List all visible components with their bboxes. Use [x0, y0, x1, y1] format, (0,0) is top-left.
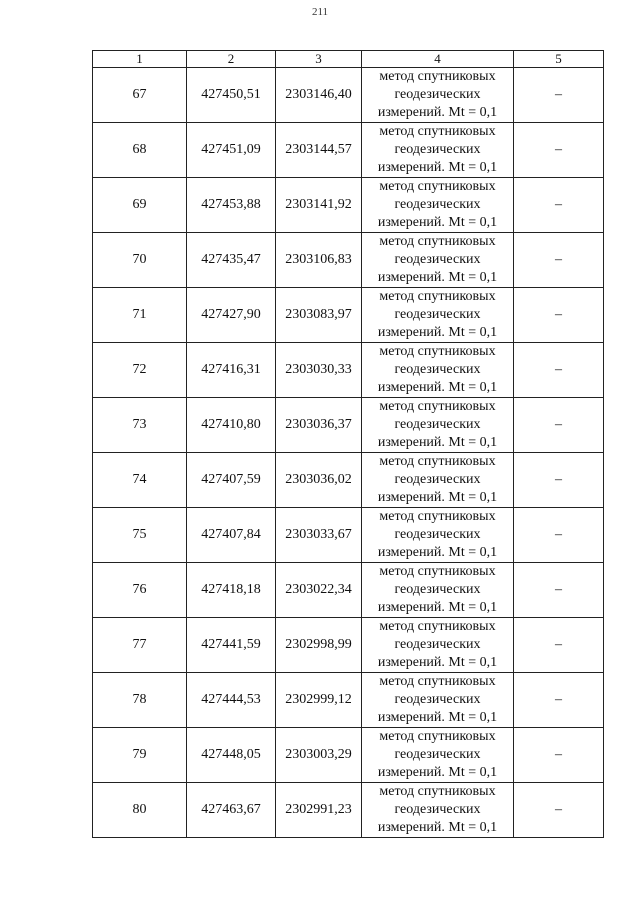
method-cell — [362, 618, 514, 673]
x-coordinate-cell: 427450,51 — [187, 68, 276, 123]
x-coordinate-cell: 427463,67 — [187, 783, 276, 838]
y-coordinate-cell: 2302991,23 — [276, 783, 362, 838]
method-line: метод спутниковых — [379, 564, 496, 579]
method-line: геодезических — [394, 472, 481, 487]
method-cell — [362, 508, 514, 563]
y-coordinate-cell: 2303033,67 — [276, 508, 362, 563]
y-coordinate-cell: 2303036,37 — [276, 398, 362, 453]
note-cell: – — [514, 783, 604, 838]
note-cell: – — [514, 563, 604, 618]
point-number-cell: 74 — [93, 453, 187, 508]
y-coordinate-cell: 2303146,40 — [276, 68, 362, 123]
method-line: геодезических — [394, 197, 481, 212]
method-cell — [362, 288, 514, 343]
table-row — [93, 728, 604, 783]
method-line: геодезических — [394, 252, 481, 267]
table-row — [93, 563, 604, 618]
note-cell: – — [514, 398, 604, 453]
method-cell — [362, 233, 514, 288]
method-line: измерений. Mt = 0,1 — [377, 765, 498, 780]
x-coordinate-cell: 427448,05 — [187, 728, 276, 783]
method-line: измерений. Mt = 0,1 — [377, 655, 498, 670]
y-coordinate-cell: 2303003,29 — [276, 728, 362, 783]
method-line: измерений. Mt = 0,1 — [377, 380, 498, 395]
note-cell: – — [514, 618, 604, 673]
method-line: измерений. Mt = 0,1 — [377, 490, 498, 505]
note-cell: – — [514, 178, 604, 233]
table-body — [93, 68, 604, 838]
method-line: метод спутниковых — [379, 69, 496, 84]
point-number-cell: 77 — [93, 618, 187, 673]
method-cell — [362, 728, 514, 783]
method-line: измерений. Mt = 0,1 — [377, 545, 498, 560]
method-line: метод спутниковых — [379, 289, 496, 304]
x-coordinate-cell: 427435,47 — [187, 233, 276, 288]
column-header: 3 — [276, 51, 362, 68]
method-line: метод спутниковых — [379, 399, 496, 414]
page-number: 211 — [311, 6, 329, 18]
y-coordinate-cell: 2302998,99 — [276, 618, 362, 673]
y-coordinate-cell: 2303022,34 — [276, 563, 362, 618]
method-line: геодезических — [394, 637, 481, 652]
note-cell: – — [514, 453, 604, 508]
x-coordinate-cell: 427441,59 — [187, 618, 276, 673]
method-line: геодезических — [394, 87, 481, 102]
point-number-cell: 72 — [93, 343, 187, 398]
method-line: измерений. Mt = 0,1 — [377, 820, 498, 835]
method-line: измерений. Mt = 0,1 — [377, 710, 498, 725]
method-line: геодезических — [394, 527, 481, 542]
method-cell — [362, 673, 514, 728]
method-line: метод спутниковых — [379, 619, 496, 634]
x-coordinate-cell: 427410,80 — [187, 398, 276, 453]
point-number-cell: 80 — [93, 783, 187, 838]
method-line: измерений. Mt = 0,1 — [377, 600, 498, 615]
column-header: 4 — [362, 51, 514, 68]
method-cell — [362, 453, 514, 508]
method-cell — [362, 123, 514, 178]
column-header: 5 — [514, 51, 604, 68]
note-cell: – — [514, 673, 604, 728]
method-cell — [362, 68, 514, 123]
table-row — [93, 398, 604, 453]
table-row — [93, 233, 604, 288]
method-cell — [362, 178, 514, 233]
method-line: измерений. Mt = 0,1 — [377, 105, 498, 120]
column-header: 2 — [187, 51, 276, 68]
method-line: метод спутниковых — [379, 179, 496, 194]
y-coordinate-cell: 2303141,92 — [276, 178, 362, 233]
method-line: измерений. Mt = 0,1 — [377, 325, 498, 340]
x-coordinate-cell: 427427,90 — [187, 288, 276, 343]
point-number-cell: 70 — [93, 233, 187, 288]
method-line: измерений. Mt = 0,1 — [377, 270, 498, 285]
method-line: геодезических — [394, 692, 481, 707]
table-row — [93, 453, 604, 508]
note-cell: – — [514, 288, 604, 343]
y-coordinate-cell: 2303106,83 — [276, 233, 362, 288]
x-coordinate-cell: 427407,84 — [187, 508, 276, 563]
point-number-cell: 78 — [93, 673, 187, 728]
note-cell: – — [514, 123, 604, 178]
y-coordinate-cell: 2302999,12 — [276, 673, 362, 728]
note-cell: – — [514, 508, 604, 563]
method-line: геодезических — [394, 307, 481, 322]
note-cell: – — [514, 728, 604, 783]
y-coordinate-cell: 2303030,33 — [276, 343, 362, 398]
point-number-cell: 75 — [93, 508, 187, 563]
table-row — [93, 508, 604, 563]
note-cell: – — [514, 343, 604, 398]
header-row — [93, 51, 604, 68]
method-line: измерений. Mt = 0,1 — [377, 435, 498, 450]
y-coordinate-cell: 2303083,97 — [276, 288, 362, 343]
method-line: геодезических — [394, 747, 481, 762]
method-cell — [362, 343, 514, 398]
method-line: метод спутниковых — [379, 509, 496, 524]
method-cell — [362, 398, 514, 453]
method-line: геодезических — [394, 582, 481, 597]
method-line: метод спутниковых — [379, 454, 496, 469]
table-row — [93, 673, 604, 728]
method-line: метод спутниковых — [379, 234, 496, 249]
method-line: метод спутниковых — [379, 124, 496, 139]
method-line: геодезических — [394, 802, 481, 817]
y-coordinate-cell: 2303144,57 — [276, 123, 362, 178]
table-row — [93, 618, 604, 673]
point-number-cell: 73 — [93, 398, 187, 453]
x-coordinate-cell: 427453,88 — [187, 178, 276, 233]
method-cell — [362, 563, 514, 618]
y-coordinate-cell: 2303036,02 — [276, 453, 362, 508]
method-cell — [362, 783, 514, 838]
coordinates-table — [92, 50, 604, 838]
method-line: метод спутниковых — [379, 729, 496, 744]
note-cell: – — [514, 233, 604, 288]
x-coordinate-cell: 427416,31 — [187, 343, 276, 398]
method-line: измерений. Mt = 0,1 — [377, 215, 498, 230]
table-row — [93, 178, 604, 233]
method-line: метод спутниковых — [379, 784, 496, 799]
method-line: геодезических — [394, 417, 481, 432]
table-row — [93, 68, 604, 123]
table-row — [93, 123, 604, 178]
method-line: геодезических — [394, 362, 481, 377]
point-number-cell: 67 — [93, 68, 187, 123]
point-number-cell: 76 — [93, 563, 187, 618]
x-coordinate-cell: 427444,53 — [187, 673, 276, 728]
method-line: метод спутниковых — [379, 674, 496, 689]
table-row — [93, 343, 604, 398]
x-coordinate-cell: 427418,18 — [187, 563, 276, 618]
method-line: метод спутниковых — [379, 344, 496, 359]
method-line: геодезических — [394, 142, 481, 157]
point-number-cell: 71 — [93, 288, 187, 343]
point-number-cell: 69 — [93, 178, 187, 233]
table-row — [93, 783, 604, 838]
x-coordinate-cell: 427407,59 — [187, 453, 276, 508]
point-number-cell: 68 — [93, 123, 187, 178]
x-coordinate-cell: 427451,09 — [187, 123, 276, 178]
note-cell: – — [514, 68, 604, 123]
point-number-cell: 79 — [93, 728, 187, 783]
column-header: 1 — [93, 51, 187, 68]
method-line: измерений. Mt = 0,1 — [377, 160, 498, 175]
table-row — [93, 288, 604, 343]
